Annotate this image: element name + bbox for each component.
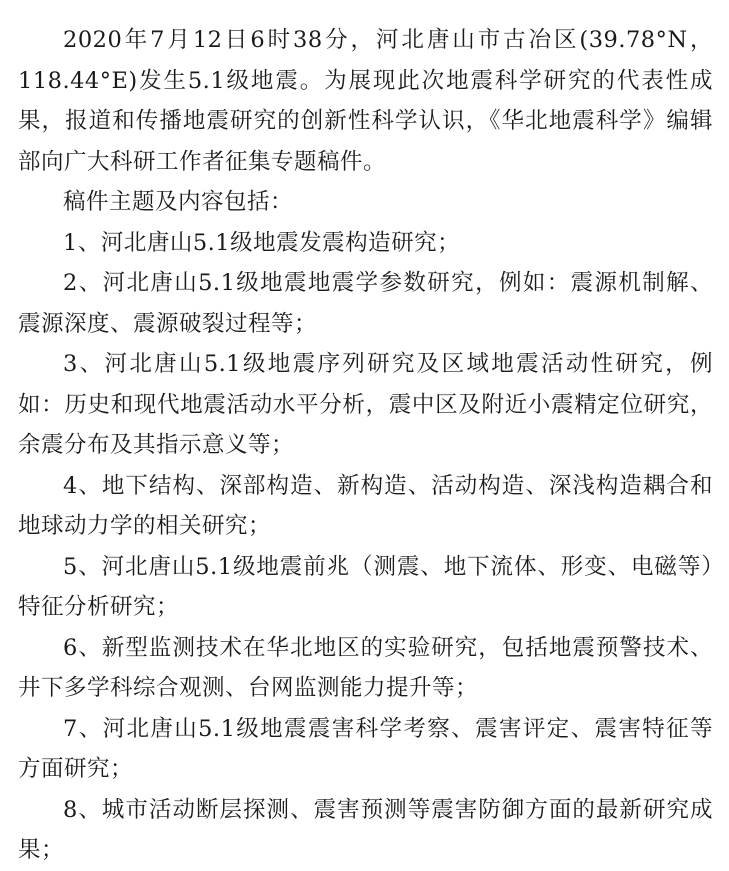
topic-item-6: 6、新型监测技术在华北地区的实验研究，包括地震预警技术、井下多学科综合观测、台网监测能力提升等； [18,634,713,701]
topic-item-3: 3、河北唐山5.1级地震序列研究及区域地震活动性研究，例如：历史和现代地震活动水平分析，震中区及附近小震精定位研究，余震分布及其指示意义等； [18,351,713,458]
topic-item-1: 1、河北唐山5.1级地震发震构造研究； [63,229,461,256]
topic-item-7: 7、河北唐山5.1级地震震害科学考察、震害评定、震害特征等方面研究； [18,715,713,782]
topic-item-5: 5、河北唐山5.1级地震前兆（测震、地下流体、形变、电磁等）特征分析研究； [18,553,713,620]
topics-heading: 稿件主题及内容包括： [63,189,294,215]
topic-item-2: 2、河北唐山5.1级地震地震学参数研究，例如：震源机制解、震源深度、震源破裂过程等； [18,270,713,337]
topic-item-8: 8、城市活动断层探测、震害预测等震害防御方面的最新研究成果； [18,796,713,863]
topic-item-4: 4、地下结构、深部构造、新构造、活动构造、深浅构造耦合和地球动力学的相关研究； [18,472,713,539]
call-for-papers-document [18,20,713,871]
intro-paragraph: 2020年7月12日6时38分，河北唐山市古冶区(39.78°N，118.44°E)发生5.1级地震。为展现此次地震科学研究的代表性成果，报道和传播地震研究的创新性科学认识，《华北地震科学》编辑部向广大科研工作者征集专题稿件。 [18,27,713,175]
